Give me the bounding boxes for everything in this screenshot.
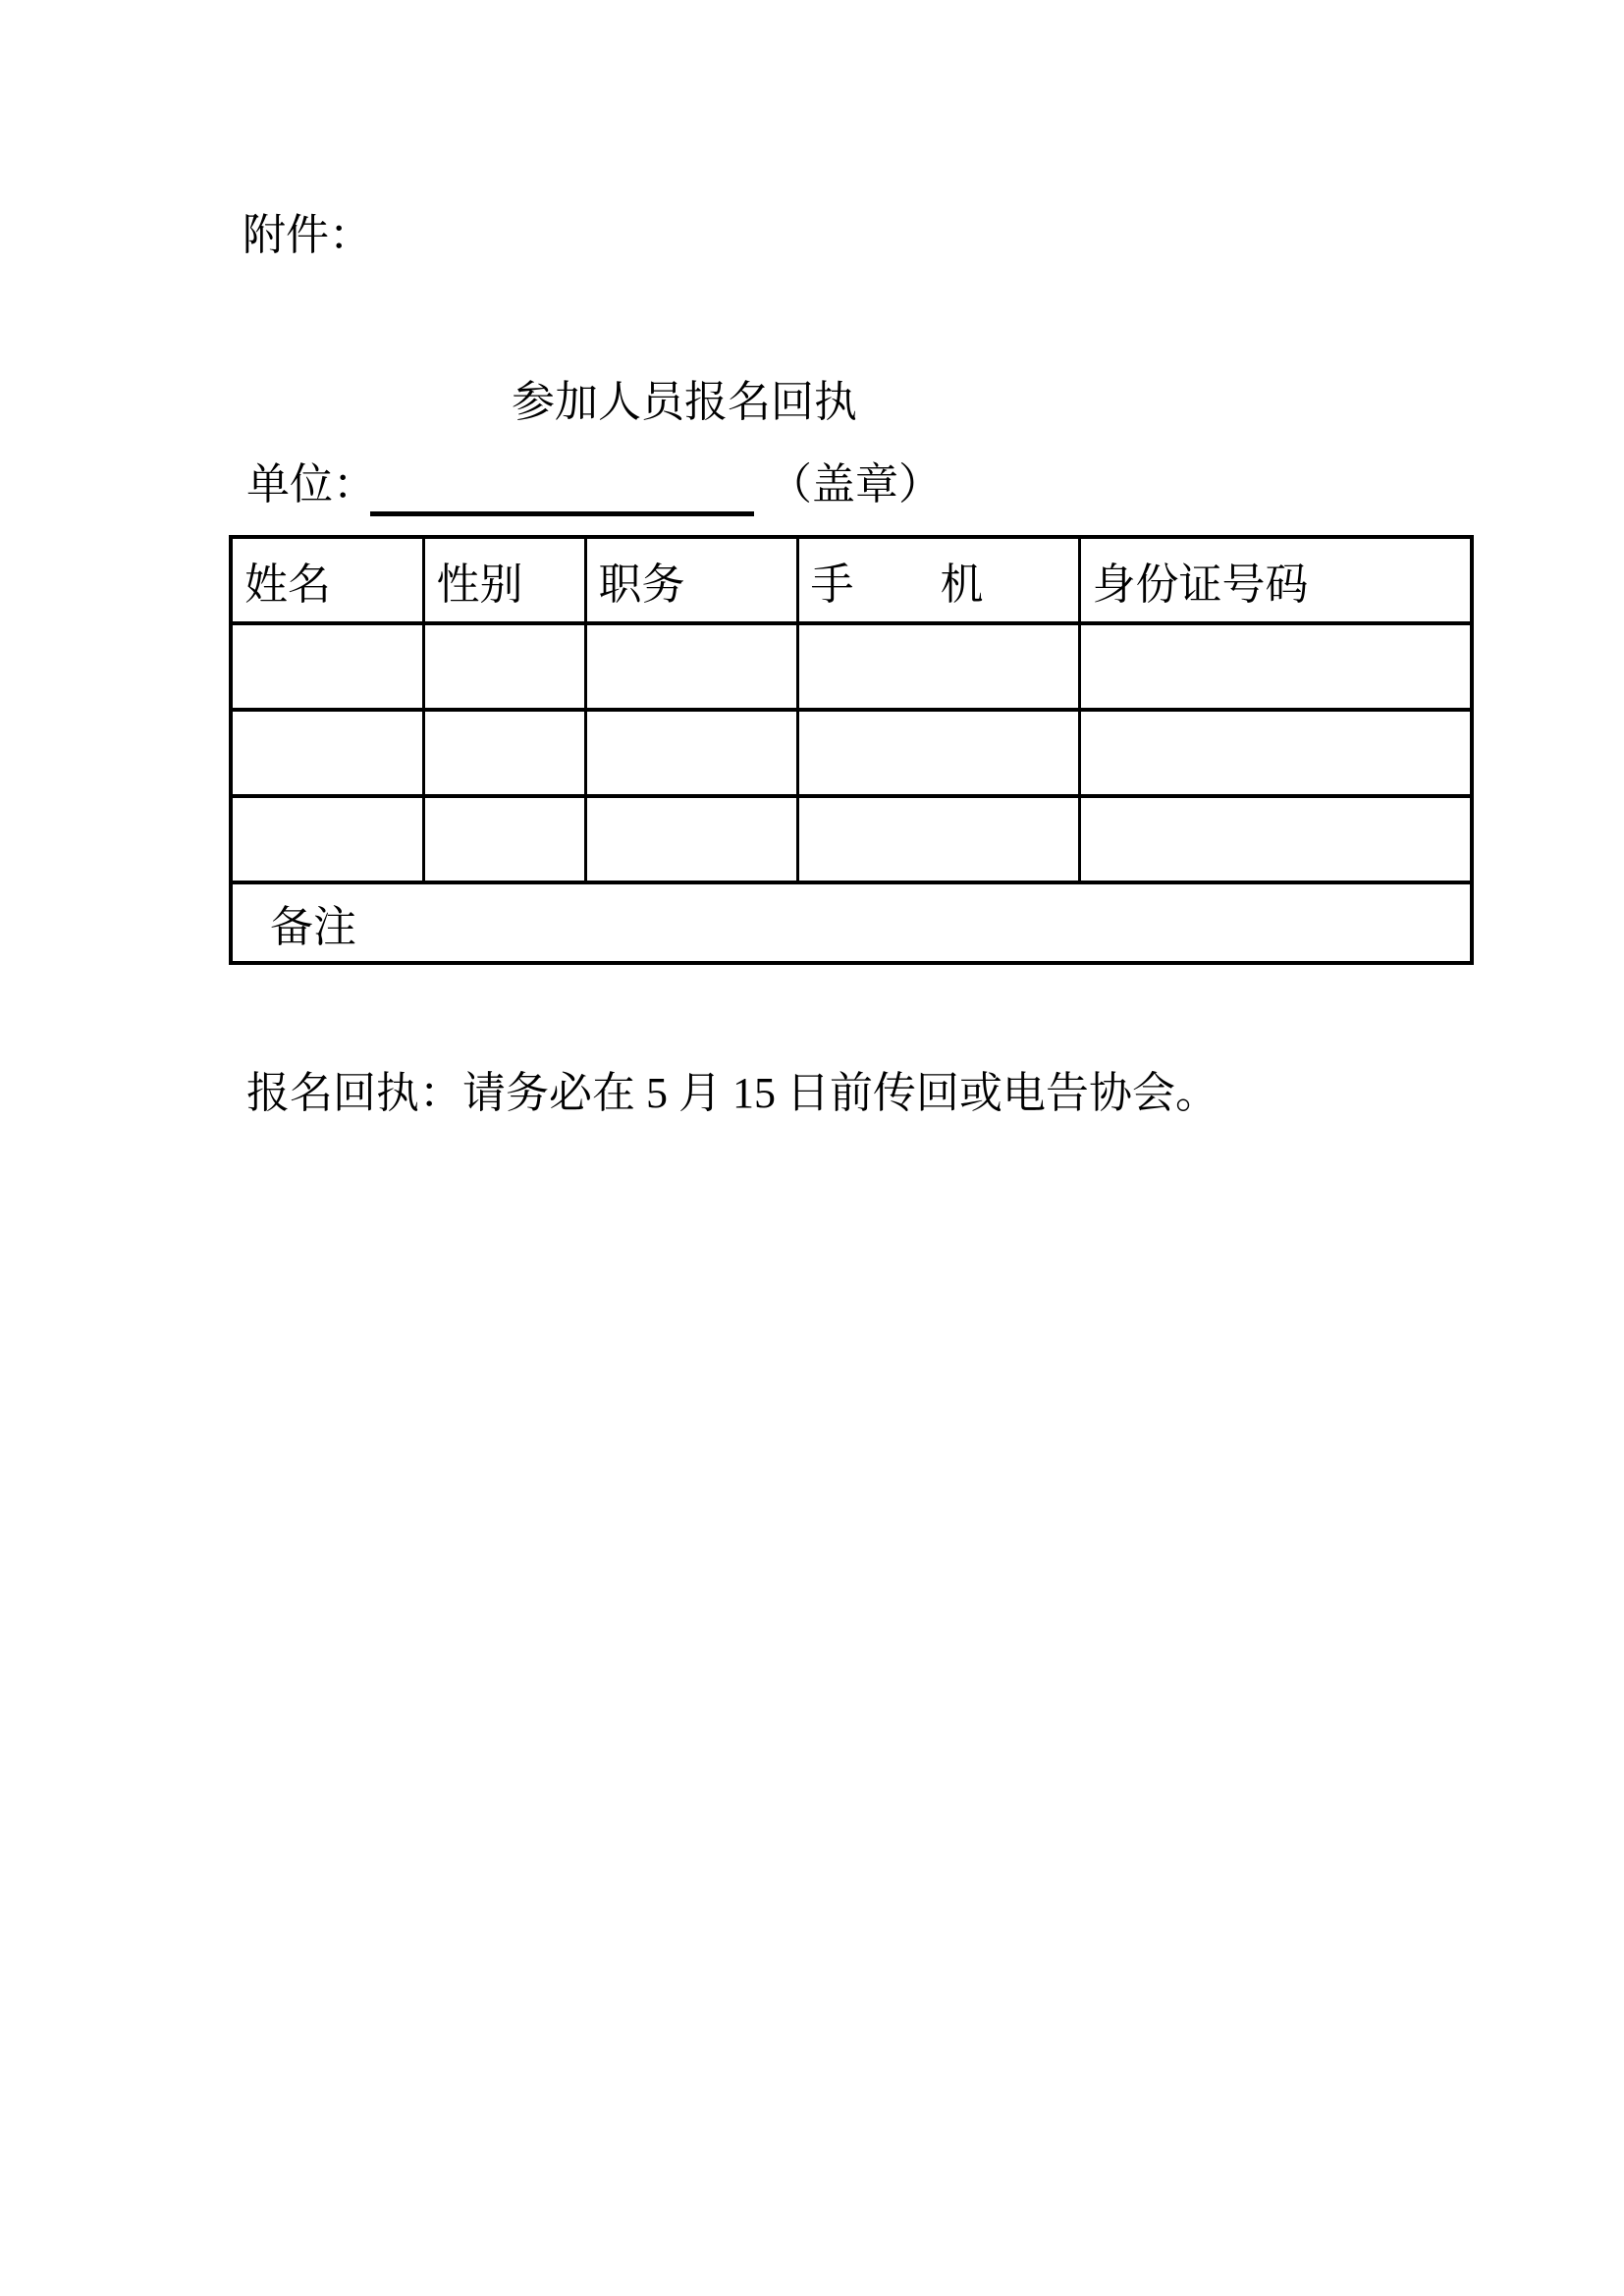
table-cell [1079, 796, 1472, 882]
table-header-row [231, 537, 1472, 623]
table-cell [797, 796, 1079, 882]
column-header-mobile: 手 机 [797, 537, 1079, 623]
column-header-gender: 性别 [423, 537, 585, 623]
unit-blank-underline [370, 511, 754, 516]
table-cell [585, 710, 797, 796]
column-header-id-number: 身份证号码 [1079, 537, 1472, 623]
table-cell [423, 710, 585, 796]
table-cell [797, 623, 1079, 710]
table-cell [1079, 710, 1472, 796]
remark-label: 备注 [231, 882, 1472, 963]
page-title: 参加人员报名回执 [512, 378, 857, 426]
table-row [231, 710, 1472, 796]
table-cell [797, 710, 1079, 796]
table-row [231, 796, 1472, 882]
column-header-title: 职务 [585, 537, 797, 623]
unit-label: 单位： [246, 460, 376, 508]
deadline-note: 报名回执：请务必在 5 月 15 日前传回或电告协会。 [246, 1069, 1218, 1117]
table-remark-row [231, 882, 1472, 963]
column-header-name: 姓名 [231, 537, 423, 623]
attachment-label: 附件： [243, 211, 372, 259]
table-row [231, 623, 1472, 710]
table-cell [585, 623, 797, 710]
seal-label: （盖章） [769, 460, 942, 508]
table-cell [1079, 623, 1472, 710]
table-cell [423, 623, 585, 710]
table-cell [231, 796, 423, 882]
table-cell [585, 796, 797, 882]
table-cell [423, 796, 585, 882]
registration-table [229, 535, 1474, 965]
table-cell [231, 623, 423, 710]
table-cell [231, 710, 423, 796]
